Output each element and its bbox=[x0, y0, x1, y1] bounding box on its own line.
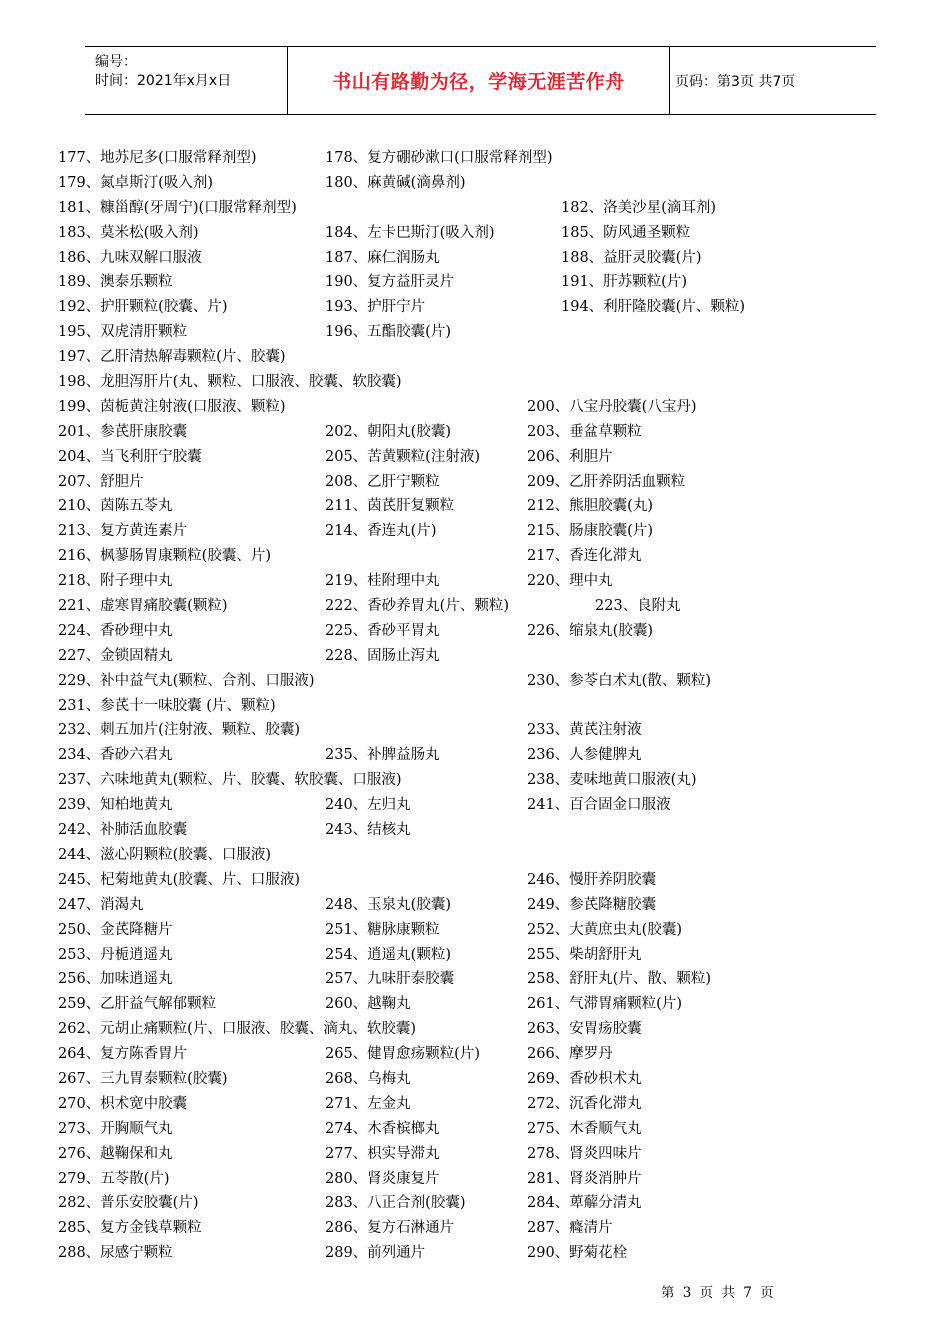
list-row bbox=[58, 718, 888, 743]
list-item: 218、附子理中丸 bbox=[58, 573, 173, 590]
list-item: 182、洛美沙星(滴耳剂) bbox=[561, 199, 716, 216]
list-row bbox=[58, 494, 888, 519]
list-item: 261、气滞胃痛颗粒(片) bbox=[527, 996, 682, 1013]
page-info: 页码：第3页 共7页 bbox=[675, 73, 796, 90]
list-item: 196、五酯胶囊(片) bbox=[325, 324, 451, 341]
list-item: 266、摩罗丹 bbox=[527, 1046, 613, 1063]
list-item: 280、肾炎康复片 bbox=[325, 1170, 440, 1187]
code-label: 编号： bbox=[95, 54, 137, 70]
list-row bbox=[58, 943, 888, 968]
list-row bbox=[58, 818, 888, 843]
list-item: 252、大黄庶虫丸(胶囊) bbox=[527, 921, 682, 938]
list-item: 201、参芪肝康胶囊 bbox=[58, 423, 188, 440]
list-item: 198、龙胆泻肝片(丸、颗粒、口服液、胶囊、软胶囊) bbox=[58, 374, 402, 391]
list-item: 253、丹栀逍遥丸 bbox=[58, 946, 173, 963]
list-item: 286、复方石淋通片 bbox=[325, 1220, 455, 1237]
list-item: 209、乙肝养阴活血颗粒 bbox=[527, 473, 686, 490]
list-item: 193、护肝宁片 bbox=[325, 299, 426, 316]
list-item: 242、补肺活血胶囊 bbox=[58, 822, 188, 839]
list-item: 188、益肝灵胶囊(片) bbox=[561, 249, 702, 266]
list-item: 178、复方硼砂漱口(口服常释剂型) bbox=[325, 150, 553, 166]
list-row bbox=[58, 694, 888, 719]
list-item: 219、桂附理中丸 bbox=[325, 573, 440, 590]
list-item: 226、缩泉丸(胶囊) bbox=[527, 622, 653, 639]
motto-text: 书山有路勤为径，学海无涯苦作舟 bbox=[332, 71, 625, 93]
list-item: 200、八宝丹胶囊(八宝丹) bbox=[527, 398, 697, 415]
list-item: 181、糠甾醇(牙周宁)(口服常释剂型) bbox=[58, 199, 297, 216]
list-item: 250、金芪降糖片 bbox=[58, 921, 173, 938]
list-item: 260、越鞠丸 bbox=[325, 996, 411, 1013]
list-item: 258、舒肝丸(片、散、颗粒) bbox=[527, 971, 711, 988]
list-item: 221、虚寒胃痛胶囊(颗粒) bbox=[58, 598, 228, 615]
list-item: 236、人参健脾丸 bbox=[527, 747, 642, 764]
list-row bbox=[58, 594, 888, 619]
list-row bbox=[58, 893, 888, 918]
list-row bbox=[58, 619, 888, 644]
list-item: 237、六味地黄丸(颗粒、片、胶囊、软胶囊、口服液) bbox=[58, 772, 402, 789]
list-item: 180、麻黄碱(滴鼻剂) bbox=[325, 174, 466, 191]
list-item: 241、百合固金口服液 bbox=[527, 797, 671, 814]
list-item: 282、普乐安胶囊(片) bbox=[58, 1195, 199, 1212]
list-item: 186、九味双解口服液 bbox=[58, 249, 202, 266]
list-item: 224、香砂理中丸 bbox=[58, 622, 173, 639]
list-item: 190、复方益肝灵片 bbox=[325, 274, 455, 291]
header-meta-cell bbox=[85, 47, 287, 114]
list-item: 283、八正合剂(胶囊) bbox=[325, 1195, 466, 1212]
list-item: 222、香砂养胃丸(片、颗粒) bbox=[325, 598, 509, 615]
list-row bbox=[58, 768, 888, 793]
list-item: 220、理中丸 bbox=[527, 573, 613, 590]
list-item: 271、左金丸 bbox=[325, 1095, 411, 1112]
list-row bbox=[58, 544, 888, 569]
list-item: 202、朝阳丸(胶囊) bbox=[325, 423, 451, 440]
list-item: 203、垂盆草颗粒 bbox=[527, 423, 642, 440]
list-item: 231、参芪十一味胶囊 (片、颗粒) bbox=[58, 697, 276, 714]
list-item: 262、元胡止痛颗粒(片、口服液、胶囊、滴丸、软胶囊) bbox=[58, 1021, 416, 1038]
list-row bbox=[58, 395, 888, 420]
list-row bbox=[58, 420, 888, 445]
list-row bbox=[58, 246, 888, 271]
list-item: 184、左卡巴斯汀(吸入剂) bbox=[325, 224, 495, 241]
list-item: 195、双虎清肝颗粒 bbox=[58, 324, 188, 341]
drug-list bbox=[58, 146, 888, 1266]
list-item: 279、五苓散(片) bbox=[58, 1170, 170, 1187]
list-item: 257、九味肝泰胶囊 bbox=[325, 971, 455, 988]
list-row bbox=[58, 868, 888, 893]
list-item: 288、尿感宁颗粒 bbox=[58, 1245, 173, 1262]
list-row bbox=[58, 793, 888, 818]
list-row bbox=[58, 171, 888, 196]
list-item: 225、香砂平胃丸 bbox=[325, 622, 440, 639]
list-item: 208、乙肝宁颗粒 bbox=[325, 473, 440, 490]
list-item: 245、杞菊地黄丸(胶囊、片、口服液) bbox=[58, 871, 300, 888]
list-item: 248、玉泉丸(胶囊) bbox=[325, 896, 451, 913]
list-row bbox=[58, 1216, 888, 1241]
list-item: 214、香连丸(片) bbox=[325, 523, 437, 540]
list-row bbox=[58, 1142, 888, 1167]
list-item: 289、前列通片 bbox=[325, 1245, 426, 1262]
list-item: 264、复方陈香胃片 bbox=[58, 1046, 188, 1063]
list-item: 251、糖脉康颗粒 bbox=[325, 921, 440, 938]
list-item: 185、防风通圣颗粒 bbox=[561, 224, 691, 241]
list-item: 272、沉香化滞丸 bbox=[527, 1095, 642, 1112]
list-item: 211、茵芪肝复颗粒 bbox=[325, 498, 455, 515]
list-row bbox=[58, 1092, 888, 1117]
list-item: 259、乙肝益气解郁颗粒 bbox=[58, 996, 217, 1013]
list-row bbox=[58, 669, 888, 694]
list-row bbox=[58, 320, 888, 345]
list-item: 235、补脾益肠丸 bbox=[325, 747, 440, 764]
list-row bbox=[58, 1241, 888, 1266]
list-item: 274、木香槟榔丸 bbox=[325, 1120, 440, 1137]
list-item: 273、开胸顺气丸 bbox=[58, 1120, 173, 1137]
list-item: 206、利胆片 bbox=[527, 448, 613, 465]
document-header bbox=[85, 46, 876, 115]
list-item: 243、结核丸 bbox=[325, 822, 411, 839]
list-item: 287、癃清片 bbox=[527, 1220, 613, 1237]
list-item: 230、参苓白术丸(散、颗粒) bbox=[527, 672, 711, 689]
list-row bbox=[58, 569, 888, 594]
list-row bbox=[58, 843, 888, 868]
list-item: 276、越鞠保和丸 bbox=[58, 1145, 173, 1162]
list-item: 249、参芪降糖胶囊 bbox=[527, 896, 657, 913]
list-row bbox=[58, 967, 888, 992]
list-row bbox=[58, 1017, 888, 1042]
list-item: 240、左归丸 bbox=[325, 797, 411, 814]
list-item: 210、茵陈五苓丸 bbox=[58, 498, 173, 515]
list-item: 194、利肝隆胶囊(片、颗粒) bbox=[561, 299, 745, 316]
list-item: 275、木香顺气丸 bbox=[527, 1120, 642, 1137]
list-item: 254、逍遥丸(颗粒) bbox=[325, 946, 451, 963]
header-page-cell bbox=[669, 47, 876, 114]
header-motto-cell bbox=[287, 47, 670, 114]
list-item: 183、莫米松(吸入剂) bbox=[58, 224, 199, 241]
list-row bbox=[58, 1167, 888, 1192]
list-item: 223、良附丸 bbox=[595, 598, 681, 615]
list-row bbox=[58, 1042, 888, 1067]
list-row bbox=[58, 146, 888, 171]
list-item: 270、枳术宽中胶囊 bbox=[58, 1095, 188, 1112]
list-item: 207、舒胆片 bbox=[58, 473, 144, 490]
list-row bbox=[58, 519, 888, 544]
list-item: 228、固肠止泻丸 bbox=[325, 647, 440, 664]
list-item: 277、枳实导滞丸 bbox=[325, 1145, 440, 1162]
list-item: 244、滋心阴颗粒(胶囊、口服液) bbox=[58, 846, 271, 863]
list-item: 238、麦味地黄口服液(丸) bbox=[527, 772, 697, 789]
list-row bbox=[58, 918, 888, 943]
time-label: 时间：2021年x月x日 bbox=[95, 73, 232, 89]
list-item: 256、加味逍遥丸 bbox=[58, 971, 173, 988]
list-item: 199、茵栀黄注射液(口服液、颗粒) bbox=[58, 398, 286, 415]
list-item: 212、熊胆胶囊(丸) bbox=[527, 498, 653, 515]
list-item: 263、安胃疡胶囊 bbox=[527, 1021, 642, 1038]
list-row bbox=[58, 196, 888, 221]
list-item: 233、黄芪注射液 bbox=[527, 722, 642, 739]
list-item: 191、肝苏颗粒(片) bbox=[561, 274, 687, 291]
list-item: 239、知柏地黄丸 bbox=[58, 797, 173, 814]
list-item: 278、肾炎四味片 bbox=[527, 1145, 642, 1162]
list-item: 246、慢肝养阴胶囊 bbox=[527, 871, 657, 888]
list-row bbox=[58, 644, 888, 669]
list-row bbox=[58, 270, 888, 295]
list-item: 197、乙肝清热解毒颗粒(片、胶囊) bbox=[58, 349, 286, 366]
list-row bbox=[58, 1191, 888, 1216]
list-item: 229、补中益气丸(颗粒、合剂、口服液) bbox=[58, 672, 315, 689]
list-row bbox=[58, 370, 888, 395]
list-item: 284、萆薢分清丸 bbox=[527, 1195, 642, 1212]
list-item: 187、麻仁润肠丸 bbox=[325, 249, 440, 266]
page-footer: 第 3 页 共 7 页 bbox=[661, 1285, 776, 1301]
list-row bbox=[58, 295, 888, 320]
list-item: 290、野菊花栓 bbox=[527, 1245, 628, 1262]
list-row bbox=[58, 221, 888, 246]
list-item: 267、三九胃泰颗粒(胶囊) bbox=[58, 1070, 228, 1087]
list-item: 205、苦黄颗粒(注射液) bbox=[325, 448, 480, 465]
list-item: 234、香砂六君丸 bbox=[58, 747, 173, 764]
list-row bbox=[58, 470, 888, 495]
list-row bbox=[58, 1117, 888, 1142]
list-item: 269、香砂枳术丸 bbox=[527, 1070, 642, 1087]
list-item: 255、柴胡舒肝丸 bbox=[527, 946, 642, 963]
list-item: 268、乌梅丸 bbox=[325, 1070, 411, 1087]
list-item: 281、肾炎消肿片 bbox=[527, 1170, 642, 1187]
list-row bbox=[58, 743, 888, 768]
list-item: 285、复方金钱草颗粒 bbox=[58, 1220, 202, 1237]
list-item: 204、当飞利肝宁胶囊 bbox=[58, 448, 202, 465]
list-row bbox=[58, 992, 888, 1017]
list-item: 215、肠康胶囊(片) bbox=[527, 523, 653, 540]
list-item: 227、金锁固精丸 bbox=[58, 647, 173, 664]
list-item: 192、护肝颗粒(胶囊、片) bbox=[58, 299, 228, 316]
list-item: 189、澳泰乐颗粒 bbox=[58, 274, 173, 291]
list-row bbox=[58, 345, 888, 370]
list-row bbox=[58, 445, 888, 470]
list-item: 177、地苏尼多(口服常释剂型) bbox=[58, 150, 257, 166]
list-item: 247、消渴丸 bbox=[58, 896, 144, 913]
list-item: 216、枫蓼肠胃康颗粒(胶囊、片) bbox=[58, 548, 271, 565]
list-item: 232、刺五加片(注射液、颗粒、胶囊) bbox=[58, 722, 300, 739]
list-row bbox=[58, 1067, 888, 1092]
list-item: 179、氮卓斯汀(吸入剂) bbox=[58, 174, 213, 191]
list-item: 213、复方黄连素片 bbox=[58, 523, 188, 540]
list-item: 265、健胃愈疡颗粒(片) bbox=[325, 1046, 480, 1063]
list-item: 217、香连化滞丸 bbox=[527, 548, 642, 565]
